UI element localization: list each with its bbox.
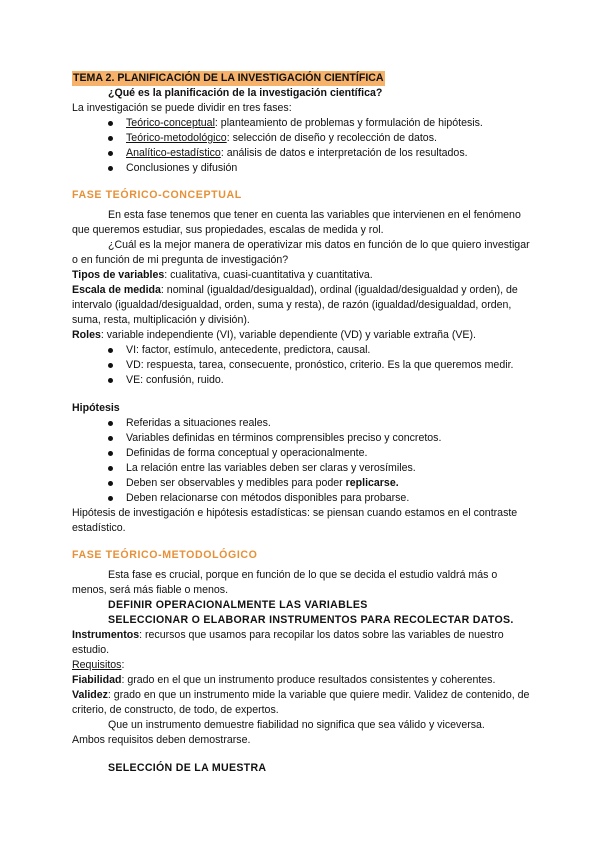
page-subtitle: ¿Qué es la planificación de la investigación científica? — [108, 87, 383, 99]
list-item: Variables definidas en términos comprensibles preciso y concretos. — [126, 431, 532, 446]
phase-desc: : análisis de datos e interpretación de los resultados. — [220, 147, 468, 159]
caps-heading: SELECCIONAR O ELABORAR INSTRUMENTOS PARA RECOLECTAR DATOS. — [108, 614, 514, 626]
requisitos-colon: : — [121, 659, 125, 671]
phase-desc: : selección de diseño y recolección de datos. — [226, 132, 437, 144]
roles-list — [72, 343, 532, 388]
paragraph — [72, 268, 532, 283]
paragraph: Que un instrumento demuestre fiabilidad no significa que sea válido y viceversa. — [108, 719, 485, 731]
paragraph — [72, 283, 532, 328]
item-emphasis: replicarse. — [345, 477, 399, 489]
caps-heading: SELECCIÓN DE LA MUESTRA — [108, 762, 267, 774]
paragraph — [72, 328, 532, 343]
list-item — [126, 146, 532, 161]
spacer — [72, 388, 532, 401]
list-item: VE: confusión, ruido. — [126, 373, 532, 388]
requisitos-label: Requisitos — [72, 659, 122, 671]
phase-term: Teórico-metodológico — [126, 132, 227, 144]
paragraph — [72, 688, 532, 718]
phase-term: Teórico-conceptual — [126, 117, 215, 129]
phase-term: Analítico-estadístico — [126, 147, 221, 159]
list-item: VD: respuesta, tarea, consecuente, pronóstico, criterio. Es la que queremos medir. — [126, 358, 532, 373]
term-text: : nominal (igualdad/desigualdad), ordinal (igualdad/desigualdad y orden), de intervalo (igualdad/desigualdad, orden, suma y resta), de razón (igualdad/desigualdad, orden, suma, resta, multiplicación y división). — [72, 284, 518, 326]
list-item: Deben relacionarse con métodos disponibles para probarse. — [126, 491, 532, 506]
section-heading: FASE TEÓRICO-METODOLÓGICO — [72, 549, 258, 561]
document-body — [72, 71, 532, 776]
list-item: VI: factor, estímulo, antecedente, predictora, causal. — [126, 343, 532, 358]
paragraph: ¿Cuál es la mejor manera de operativizar mis datos en función de lo que quiero investigar o en función de mi pregunta de investigación? — [72, 239, 530, 266]
list-item — [126, 161, 532, 176]
paragraph: Hipótesis de investigación e hipótesis estadísticas: se piensan cuando estamos en el contraste estadístico. — [72, 507, 518, 534]
term-label: Tipos de variables — [72, 269, 165, 281]
term-label: Roles — [72, 329, 101, 341]
paragraph — [72, 658, 532, 673]
caps-heading: DEFINIR OPERACIONALMENTE LAS VARIABLES — [108, 599, 368, 611]
list-item — [126, 131, 532, 146]
subsection-heading: Hipótesis — [72, 402, 120, 414]
list-item — [126, 116, 532, 131]
paragraph — [72, 628, 532, 658]
hipotesis-list — [72, 416, 532, 506]
term-label: Instrumentos — [72, 629, 140, 641]
term-label: Validez — [72, 689, 108, 701]
section-heading: FASE TEÓRICO-CONCEPTUAL — [72, 189, 242, 201]
term-text: : cualitativa, cuasi-cuantitativa y cuantitativa. — [164, 269, 373, 281]
paragraph: Esta fase es crucial, porque en función de lo que se decida el estudio valdrá más o menos, será más fiable o menos. — [72, 569, 498, 596]
spacer — [72, 748, 532, 761]
list-item — [126, 476, 532, 491]
list-item: Referidas a situaciones reales. — [126, 416, 532, 431]
item-text: Deben ser observables y medibles para poder — [126, 477, 346, 489]
list-item: Definidas de forma conceptual y operacionalmente. — [126, 446, 532, 461]
title-line — [72, 71, 532, 86]
page-title: TEMA 2. PLANIFICACIÓN DE LA INVESTIGACIÓN CIENTÍFICA — [73, 72, 384, 84]
list-item: La relación entre las variables deben ser claras y verosímiles. — [126, 461, 532, 476]
term-text: : variable independiente (VI), variable dependiente (VD) y variable extraña (VE). — [100, 329, 476, 341]
phase-desc: : planteamiento de problemas y formulación de hipótesis. — [214, 117, 483, 129]
paragraph: En esta fase tenemos que tener en cuenta las variables que intervienen en el fenómeno que queremos estudiar, sus propiedades, escalas de medida y rol. — [72, 209, 521, 236]
term-text: : grado en el que un instrumento produce resultados consistentes y coherentes. — [121, 674, 496, 686]
paragraph — [72, 673, 532, 688]
term-text: : recursos que usamos para recopilar los datos sobre las variables de nuestro estudio. — [72, 629, 504, 656]
intro-text: La investigación se puede dividir en tres fases: — [72, 102, 292, 114]
term-label: Fiabilidad — [72, 674, 122, 686]
phases-list — [72, 116, 532, 176]
phase-desc: Conclusiones y difusión — [126, 162, 238, 174]
term-text: : grado en que un instrumento mide la variable que quiere medir. Validez de contenido, de criterio, de constructo, de todo, de expertos. — [72, 689, 530, 716]
paragraph: Ambos requisitos deben demostrarse. — [72, 734, 251, 746]
term-label: Escala de medida — [72, 284, 161, 296]
